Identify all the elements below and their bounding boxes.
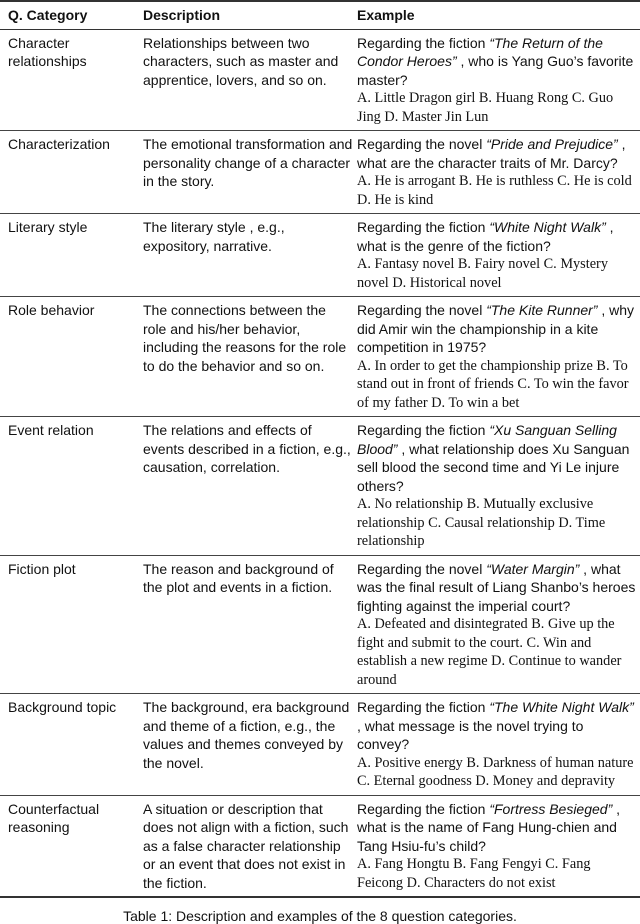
table-row	[0, 795, 640, 897]
category-cell: Event relation	[0, 417, 143, 556]
example-question-suffix: , who is Yang Guo’s favorite master?	[357, 53, 634, 88]
fiction-title: “Fortress Besieged”	[489, 800, 613, 817]
category-cell: Counterfactual reasoning	[0, 795, 143, 897]
category-cell: Characterization	[0, 131, 143, 214]
example-question-prefix: Regarding the novel	[357, 302, 487, 318]
table-row	[0, 417, 640, 556]
description-cell: A situation or description that does not align with a fiction, such as a false character relationship or an event that does not exist in the fiction.	[143, 795, 357, 897]
example-cell	[357, 297, 640, 417]
example-options: A. He is arrogant B. He is ruthless C. He is cold D. He is kind	[357, 173, 632, 208]
example-question-suffix: , what was the final result of Liang Shanbo’s heroes fighting against the imperial court?	[357, 560, 636, 614]
example-cell	[357, 694, 640, 796]
category-cell: Role behavior	[0, 297, 143, 417]
example-question-suffix: , why did Amir win the championship in a kite competition in 1975?	[357, 302, 635, 355]
example-question-prefix: Regarding the fiction	[357, 422, 490, 438]
table-row	[0, 694, 640, 796]
fiction-title: “The Return of the Condor Heroes”	[357, 34, 603, 69]
header-description: Description	[143, 1, 357, 29]
example-question-prefix: Regarding the novel	[357, 136, 487, 152]
example-options: A. In order to get the championship prize B. To stand out in front of friends C. To win the favor of my father D. To win a bet	[357, 357, 629, 411]
fiction-title: “Pride and Prejudice”	[486, 136, 618, 152]
fiction-title: “White Night Walk”	[489, 219, 606, 235]
example-question-suffix: , what message is the novel trying to convey?	[357, 717, 584, 752]
example-options: A. Defeated and disintegrated B. Give up the fight and submit to the court. C. Win and establish a new regime D. Continue to wander around	[357, 616, 622, 688]
table-row	[0, 297, 640, 417]
example-question-suffix: , what is the genre of the fiction?	[357, 219, 614, 254]
fiction-title: “The White Night Walk”	[489, 699, 634, 715]
header-category: Q. Category	[0, 1, 143, 29]
example-question-prefix: Regarding the fiction	[357, 34, 490, 51]
fiction-title: “Water Margin”	[486, 560, 580, 577]
description-cell: The connections between the role and his/her behavior, including the reasons for the role to do the behavior and so on.	[143, 297, 357, 417]
example-options: A. No relationship B. Mutually exclusive relationship C. Causal relationship D. Time relationship	[357, 496, 606, 549]
fiction-title: “Xu Sanguan Selling Blood”	[357, 422, 617, 457]
example-question-suffix: , what are the character traits of Mr. Darcy?	[357, 136, 626, 171]
table-row	[0, 555, 640, 694]
example-question-suffix: , what relationship does Xu Sanguan sell blood the second time and Yi Le injure others?	[357, 440, 630, 494]
table-row	[0, 29, 640, 131]
category-cell: Literary style	[0, 214, 143, 297]
example-cell	[357, 131, 640, 214]
example-cell	[357, 417, 640, 556]
example-cell	[357, 555, 640, 694]
category-cell: Character relationships	[0, 29, 143, 131]
description-cell: The relations and effects of events described in a fiction, e.g., causation, correlation.	[143, 417, 357, 556]
fiction-title: “The Kite Runner”	[486, 302, 598, 318]
category-cell: Fiction plot	[0, 555, 143, 694]
example-question-prefix: Regarding the novel	[357, 560, 487, 577]
description-cell: The literary style , e.g., expository, narrative.	[143, 214, 357, 297]
description-cell: The reason and background of the plot and events in a fiction.	[143, 555, 357, 694]
example-question-prefix: Regarding the fiction	[357, 699, 490, 715]
table-caption: Table 1: Description and examples of the 8 question categories.	[123, 908, 517, 924]
example-cell	[357, 795, 640, 897]
example-question-prefix: Regarding the fiction	[357, 800, 490, 817]
example-options: A. Little Dragon girl B. Huang Rong C. Guo Jing D. Master Jin Lun	[357, 90, 614, 125]
description-cell: The background, era background and theme of a fiction, e.g., the values and themes conveyed by the novel.	[143, 694, 357, 796]
table-row	[0, 214, 640, 297]
example-cell	[357, 29, 640, 131]
header-row	[0, 1, 640, 29]
category-cell: Background topic	[0, 694, 143, 796]
example-question-suffix: , what is the name of Fang Hung-chien and Tang Hsiu-fu’s child?	[357, 800, 621, 854]
description-cell: The emotional transformation and personality change of a character in the story.	[143, 131, 357, 214]
example-options: A. Positive energy B. Darkness of human nature C. Eternal goodness D. Money and depravity	[357, 754, 634, 789]
header-example: Example	[357, 1, 640, 29]
example-cell	[357, 214, 640, 297]
table-row	[0, 131, 640, 214]
example-options: A. Fantasy novel B. Fairy novel C. Mystery novel D. Historical novel	[357, 256, 608, 291]
description-cell: Relationships between two characters, such as master and apprentice, lovers, and so on.	[143, 29, 357, 131]
example-options: A. Fang Hongtu B. Fang Fengyi C. Fang Feicong D. Characters do not exist	[357, 856, 591, 891]
example-question-prefix: Regarding the fiction	[357, 219, 490, 235]
